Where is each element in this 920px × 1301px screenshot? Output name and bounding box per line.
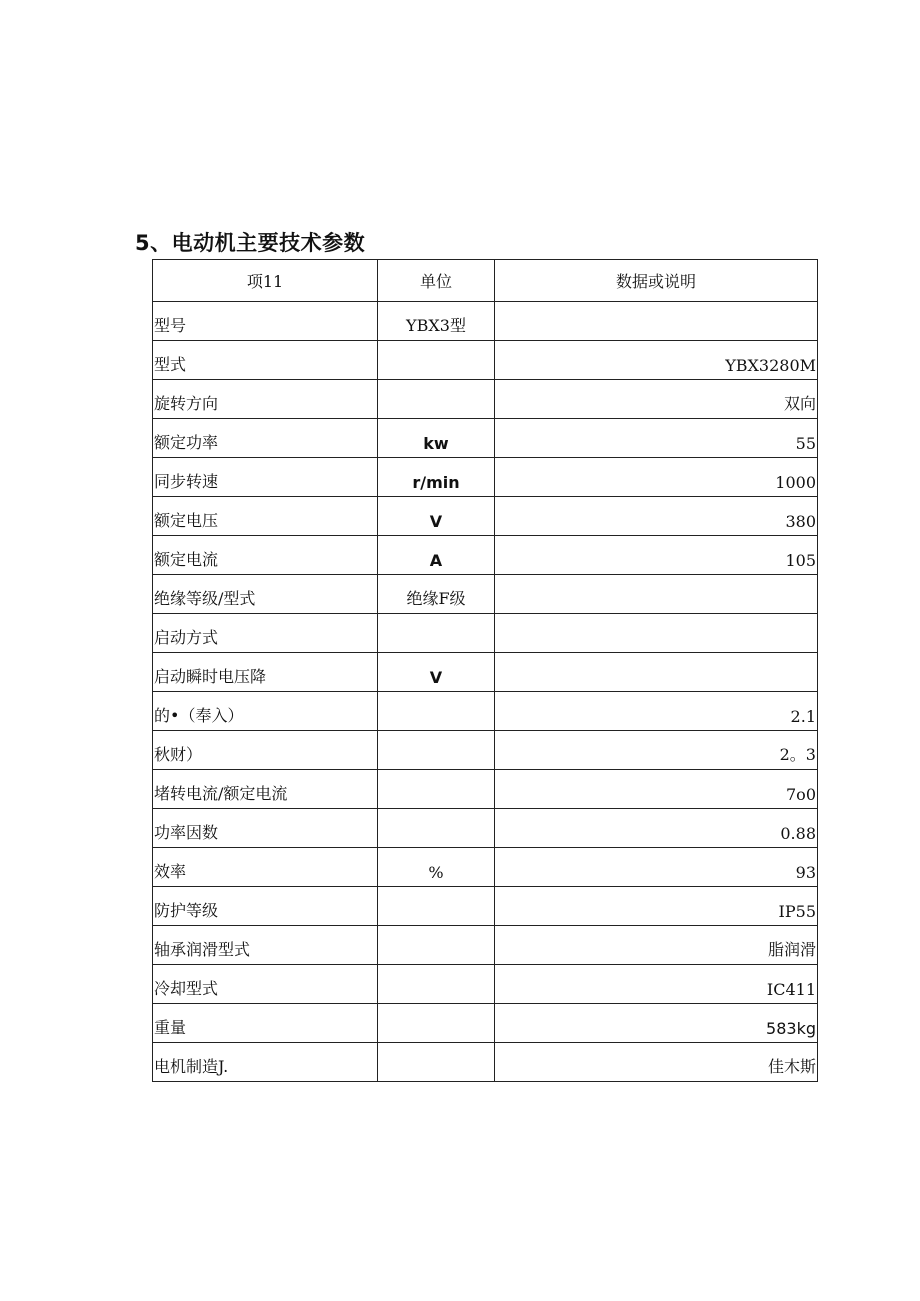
row-name: 效率 — [153, 848, 378, 887]
row-name: 重量 — [153, 1004, 378, 1043]
table-row — [153, 965, 818, 1004]
table-row — [153, 341, 818, 380]
row-value: 2.1 — [495, 692, 818, 731]
row-unit: YBX3型 — [378, 302, 495, 341]
row-name: 旋转方向 — [153, 380, 378, 419]
row-unit — [378, 1004, 495, 1043]
table-row — [153, 614, 818, 653]
table-row — [153, 809, 818, 848]
row-value — [495, 575, 818, 614]
table-row — [153, 302, 818, 341]
row-value: 55 — [495, 419, 818, 458]
row-unit — [378, 692, 495, 731]
row-name: 型式 — [153, 341, 378, 380]
row-name: 启动方式 — [153, 614, 378, 653]
header-item: 项11 — [153, 260, 378, 302]
row-value: 佳木斯 — [495, 1043, 818, 1082]
table-row — [153, 731, 818, 770]
row-value — [495, 653, 818, 692]
row-value: YBX3280M — [495, 341, 818, 380]
row-unit — [378, 809, 495, 848]
row-value: 2。3 — [495, 731, 818, 770]
row-name: 堵转电流/额定电流 — [153, 770, 378, 809]
motor-spec-table — [152, 259, 818, 1082]
row-unit: 绝缘F级 — [378, 575, 495, 614]
row-name: 启动瞬时电压降 — [153, 653, 378, 692]
table-row — [153, 887, 818, 926]
row-unit — [378, 926, 495, 965]
table-row — [153, 497, 818, 536]
table-row — [153, 926, 818, 965]
row-unit — [378, 887, 495, 926]
row-value: 脂润滑 — [495, 926, 818, 965]
row-value: 583kg — [495, 1004, 818, 1043]
row-value: IC411 — [495, 965, 818, 1004]
row-value: 105 — [495, 536, 818, 575]
row-unit — [378, 341, 495, 380]
table-row — [153, 575, 818, 614]
table-row — [153, 419, 818, 458]
table-row — [153, 536, 818, 575]
table-row — [153, 653, 818, 692]
row-unit: % — [378, 848, 495, 887]
row-name: 额定电流 — [153, 536, 378, 575]
row-value: 1000 — [495, 458, 818, 497]
row-unit — [378, 1043, 495, 1082]
row-name: 同步转速 — [153, 458, 378, 497]
header-unit: 单位 — [378, 260, 495, 302]
table-row — [153, 848, 818, 887]
table-row — [153, 1043, 818, 1082]
row-value: 0.88 — [495, 809, 818, 848]
row-name: 绝缘等级/型式 — [153, 575, 378, 614]
row-unit: kw — [378, 419, 495, 458]
section-heading: 5、电动机主要技术参数 — [135, 231, 366, 255]
row-unit — [378, 965, 495, 1004]
row-unit — [378, 731, 495, 770]
table-row — [153, 770, 818, 809]
row-name: 额定电压 — [153, 497, 378, 536]
row-unit: V — [378, 653, 495, 692]
table-header-row — [153, 260, 818, 302]
row-name: 功率因数 — [153, 809, 378, 848]
row-value: 7o0 — [495, 770, 818, 809]
table-row — [153, 1004, 818, 1043]
table-row — [153, 692, 818, 731]
row-value: 双向 — [495, 380, 818, 419]
row-value: IP55 — [495, 887, 818, 926]
row-name: 额定功率 — [153, 419, 378, 458]
row-unit: V — [378, 497, 495, 536]
header-value: 数据或说明 — [495, 260, 818, 302]
row-name: 防护等级 — [153, 887, 378, 926]
row-unit — [378, 614, 495, 653]
row-unit — [378, 770, 495, 809]
row-name: 冷却型式 — [153, 965, 378, 1004]
row-name: 轴承润滑型式 — [153, 926, 378, 965]
row-value: 93 — [495, 848, 818, 887]
row-name: 的•（奉入） — [153, 692, 378, 731]
table-row — [153, 380, 818, 419]
table-row — [153, 458, 818, 497]
row-value — [495, 302, 818, 341]
row-value: 380 — [495, 497, 818, 536]
row-name: 电机制造J. — [153, 1043, 378, 1082]
row-value — [495, 614, 818, 653]
row-name: 型号 — [153, 302, 378, 341]
row-unit: A — [378, 536, 495, 575]
row-name: 秋财） — [153, 731, 378, 770]
row-unit: r/min — [378, 458, 495, 497]
row-unit — [378, 380, 495, 419]
